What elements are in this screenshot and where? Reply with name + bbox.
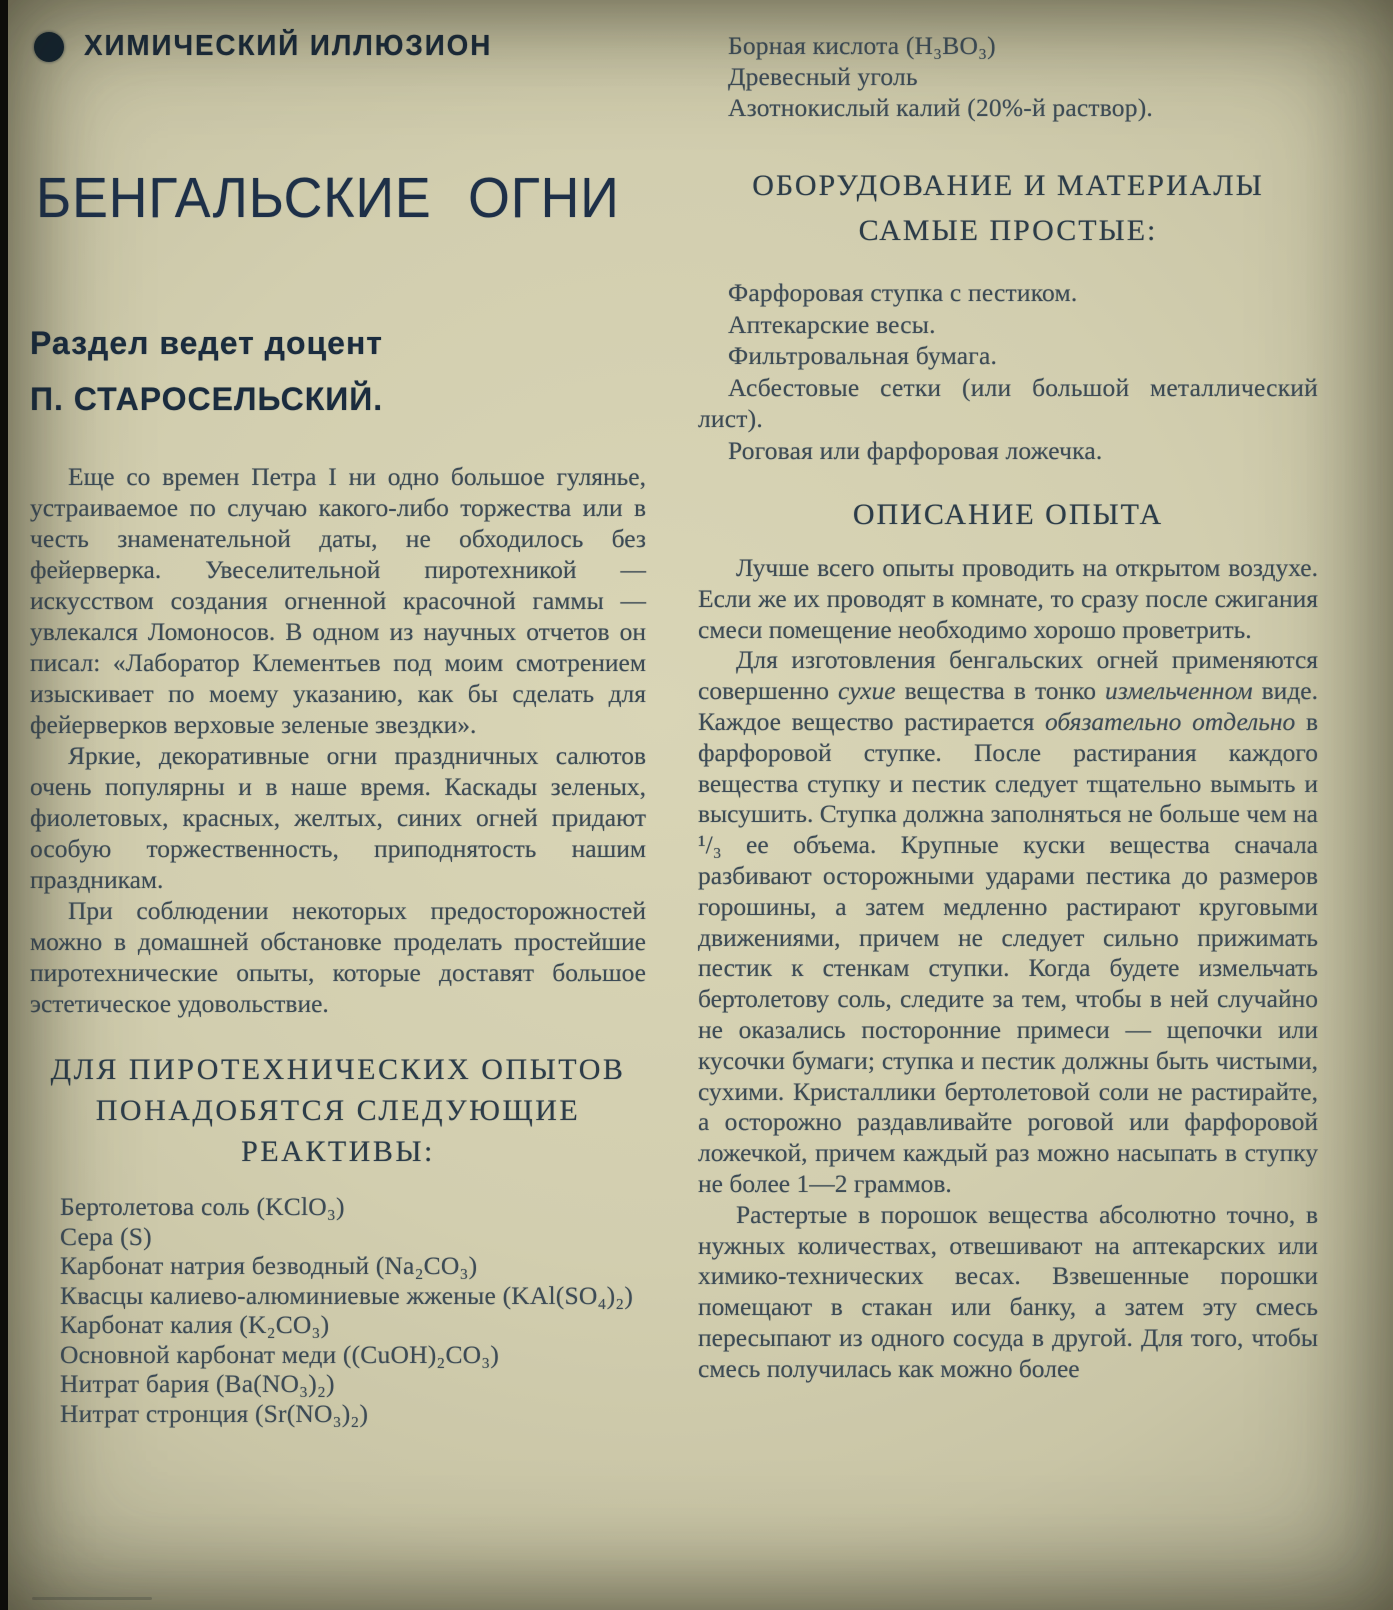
bullet-icon [34, 32, 64, 62]
reagent-item: Квасцы калиево-алюминиевые жженые (KAl(SO₄)₂) [60, 1280, 634, 1310]
byline-name: П. СТАРОСЕЛЬСКИЙ. [30, 381, 384, 417]
equipment-list [698, 277, 1318, 466]
reagent-item: Карбонат натрия безводный (Na₂CO₃) [60, 1251, 478, 1280]
reagents-heading: ДЛЯ ПИРОТЕХНИЧЕСКИХ ОПЫТОВ ПОНАДОБЯТСЯ СЛЕДУЮЩИЕ РЕАКТИВЫ: [50, 1053, 626, 1168]
equipment-item: Роговая или фарфоровая ложечка. [728, 435, 1103, 465]
byline-role: Раздел ведет доцент [30, 325, 383, 361]
equipment-item: Асбестовые сетки (или большой металлический лист). [698, 372, 1318, 433]
right-column [698, 0, 1318, 1385]
reagent-item: Бертолетова соль (KClO₃) [60, 1192, 345, 1221]
reagent-item: Древесный уголь [728, 62, 918, 91]
rubric-label: ХИМИЧЕСКИЙ ИЛЛЮЗИОН [84, 30, 493, 62]
equipment-item: Фарфоровая ступка с пестиком. [728, 278, 1078, 307]
reagent-item: Нитрат бария (Ba(NO₃)₂) [60, 1369, 335, 1398]
reagent-item: Нитрат стронция (Sr(NO₃)₂) [60, 1398, 369, 1428]
left-column [30, 0, 646, 1428]
intro-paragraph: Еще со времен Петра I ни одно большое гулянье, устраиваемое по случаю какого-либо торжества или в честь знаменательной даты, не обходилось без фейерверка. Увеселительной пиротехникой — искусством создания огненной красочной гаммы — увлекался Ломоносов. В одном из научных отчетов он писал: «Лаборатор Клементьев под моим смотрением изыскивает по моему указанию, как бы сделать для фейерверков верховые зеленые звездки». [30, 462, 646, 739]
reagent-item: Основной карбонат меди ((CuOH)₂CO₃) [60, 1339, 500, 1369]
reagent-item: Сера (S) [60, 1221, 152, 1251]
intro-paragraph: При соблюдении некоторых предосторожностей можно в домашней обстановке проделать простейшие пиротехнические опыты, которые доставят большое эстетическое удовольствие. [30, 896, 646, 1018]
magazine-page [8, 0, 1393, 1610]
equipment-heading: ОБОРУДОВАНИЕ И МАТЕРИАЛЫ САМЫЕ ПРОСТЫЕ: [752, 169, 1264, 247]
rubric-header [30, 30, 646, 63]
reagent-item: Азотнокислый калий (20%-й раствор). [728, 93, 1153, 122]
description-heading: ОПИСАНИЕ ОПЫТА [852, 498, 1164, 531]
scan-artifact-line [32, 1597, 152, 1600]
article-title: БЕНГАЛЬСКИЕ ОГНИ [36, 166, 620, 230]
intro-paragraph: Яркие, декоративные огни праздничных салютов очень популярны и в наше время. Каскады зеленых, фиолетовых, красных, желтых, синих огней придают особую торжественность, приподнятость нашим праздникам. [30, 741, 646, 894]
reagent-list [30, 1192, 646, 1428]
description-paragraph: Для изготовления бенгальских огней применяются совершенно сухие вещества в тонко измельченном виде. Каждое вещество растирается обязательно отдельно в фарфоровой ступке. После растирания каждого вещества ступку и пестик следует тщательно вымыть и высушить. Ступка должна заполняться не больше чем на ¹/₃ ее объема. Крупные куски вещества сначала разбивают осторожными ударами пестика до размеров горошины, а затем медленно растирают круговыми движениями, причем не следует сильно прижимать пестик к стенкам ступки. Когда будете измельчать бертолетову соль, следите за тем, чтобы в ней случайно не оказались посторонние примеси — щепочки или кусочки бумаги; ступка и пестик должны быть чистыми, сухими. Кристаллики бертолетовой соли не растирайте, а осторожно раздавливайте роговой или фарфоровой ложечкой, причем каждый раз можно насыпать в ступку не более 1—2 граммов. [698, 645, 1319, 1198]
description-paragraph: Лучше всего опыты проводить на открытом воздухе. Если же их проводят в комнате, то сразу после сжигания смеси помещение необходимо хорошо проветрить. [698, 553, 1318, 644]
equipment-item: Аптекарские весы. [728, 309, 936, 339]
description-paragraph: Растертые в порошок вещества абсолютно точно, в нужных количествах, отвешивают на аптекарских или химико-технических весах. Взвешенные порошки помещают в стакан или банку, а затем эту смесь пересыпают из одного сосуда в другой. Для того, чтобы смесь получилась как можно более [698, 1199, 1318, 1383]
reagent-item: Карбонат калия (K₂CO₃) [60, 1310, 330, 1339]
byline [30, 315, 646, 427]
description-body [698, 553, 1318, 1385]
reagent-list-continued [698, 30, 1318, 123]
reagent-item: Борная кислота (H₃BO₃) [728, 31, 996, 60]
equipment-item: Фильтровальная бумага. [728, 341, 998, 370]
